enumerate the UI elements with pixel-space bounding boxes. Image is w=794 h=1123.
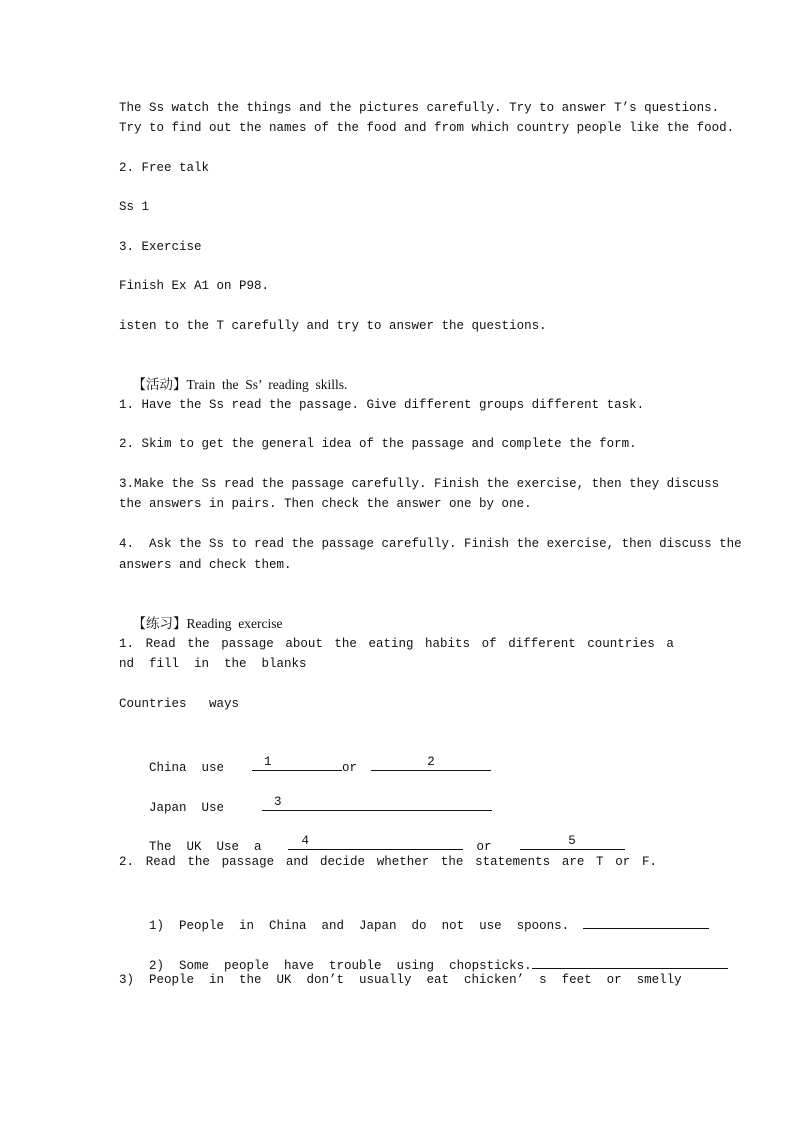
blank-3-number: 3 — [274, 795, 282, 809]
activity-title: Train the Ss’ reading skills. — [186, 377, 348, 392]
exercise-line-1: Finish Ex A1 on P98. — [119, 279, 270, 293]
table-header: Countries ways — [119, 697, 240, 711]
blank-3[interactable] — [262, 793, 492, 811]
activity-step-2: 2. Skim to get the general idea of the passage and complete the form. — [119, 437, 637, 451]
question-1-line-2: nd fill in the blanks — [119, 657, 307, 671]
q1-word: different — [508, 637, 576, 651]
q2-word: decide — [320, 855, 366, 869]
q1-word: countries — [587, 637, 655, 651]
blank-4[interactable] — [288, 832, 463, 850]
free-talk-content: Ss 1 — [119, 200, 150, 214]
blank-5-number: 5 — [568, 834, 576, 848]
statement-2-text: 2) Some people have trouble using chopsticks. — [149, 959, 532, 973]
activity-tag: 【活动】 — [132, 377, 187, 392]
statement-1-text: 1) People in China and Japan do not use spoons. — [149, 919, 570, 933]
q1-word: habits — [425, 637, 471, 651]
q2-word: passage — [221, 855, 275, 869]
uk-or: or — [476, 840, 492, 854]
japan-label: Japan Use — [149, 801, 225, 815]
q2-word: Read — [145, 855, 176, 869]
blank-2[interactable] — [371, 753, 491, 771]
uk-label: The UK Use a — [149, 840, 262, 854]
china-or: or — [342, 761, 358, 775]
q2-word: the — [440, 855, 464, 869]
exercise-heading: 3. Exercise — [119, 240, 202, 254]
practice-title: Reading exercise — [186, 616, 283, 631]
q1-word: the — [187, 637, 210, 651]
q2-word: whether — [376, 855, 430, 869]
activity-step-1: 1. Have the Ss read the passage. Give different groups different task. — [119, 398, 645, 412]
q1-word: passage — [221, 637, 274, 651]
q1-word: the — [334, 637, 357, 651]
blank-4-number: 4 — [301, 834, 310, 848]
statement-2-answer-blank[interactable] — [532, 951, 728, 969]
q1-word: of — [481, 637, 497, 651]
free-talk-heading: 2. Free talk — [119, 161, 210, 175]
activity-step-3-cont: the answers in pairs. Then check the answer one by one. — [119, 497, 532, 511]
activity-step-4-cont: answers and check them. — [119, 558, 292, 572]
q1-word: a — [666, 637, 674, 651]
q2-word: the — [187, 855, 210, 869]
q2-word: and — [285, 855, 309, 869]
activity-step-4: 4. Ask the Ss to read the passage carefully. Finish the exercise, then discuss the — [119, 537, 742, 551]
q1-word: eating — [368, 637, 414, 651]
q2-word: 2. — [119, 855, 135, 869]
blank-1-number: 1 — [264, 755, 272, 769]
blank-2-number: 2 — [427, 755, 435, 769]
activity-step-3: 3.Make the Ss read the passage carefully. Finish the exercise, then they discuss — [119, 477, 720, 491]
q2-word: statements — [475, 855, 551, 869]
q2-word: or — [615, 855, 631, 869]
q2-word: are — [561, 855, 585, 869]
statement-3: 3) People in the UK don’t usually eat chicken’ s feet or smelly — [119, 973, 682, 987]
blank-5[interactable] — [520, 832, 625, 850]
q1-word: Read — [145, 637, 176, 651]
practice-tag: 【练习】 — [132, 616, 187, 631]
statement-1-answer-blank[interactable] — [583, 911, 709, 929]
q1-word: about — [285, 637, 323, 651]
question-2-line — [119, 852, 657, 872]
q2-word: F. — [641, 855, 657, 869]
intro-line-2: Try to find out the names of the food and from which country people like the food. — [119, 121, 735, 135]
blank-1[interactable] — [252, 753, 342, 771]
q2-word: T — [596, 855, 604, 869]
exercise-line-2: isten to the T carefully and try to answer the questions. — [119, 319, 547, 333]
china-label: China use — [149, 761, 225, 775]
q1-word: 1. — [119, 637, 135, 651]
intro-line-1: The Ss watch the things and the pictures carefully. Try to answer T’s questions. — [119, 101, 720, 115]
question-1-line-1 — [119, 634, 674, 654]
